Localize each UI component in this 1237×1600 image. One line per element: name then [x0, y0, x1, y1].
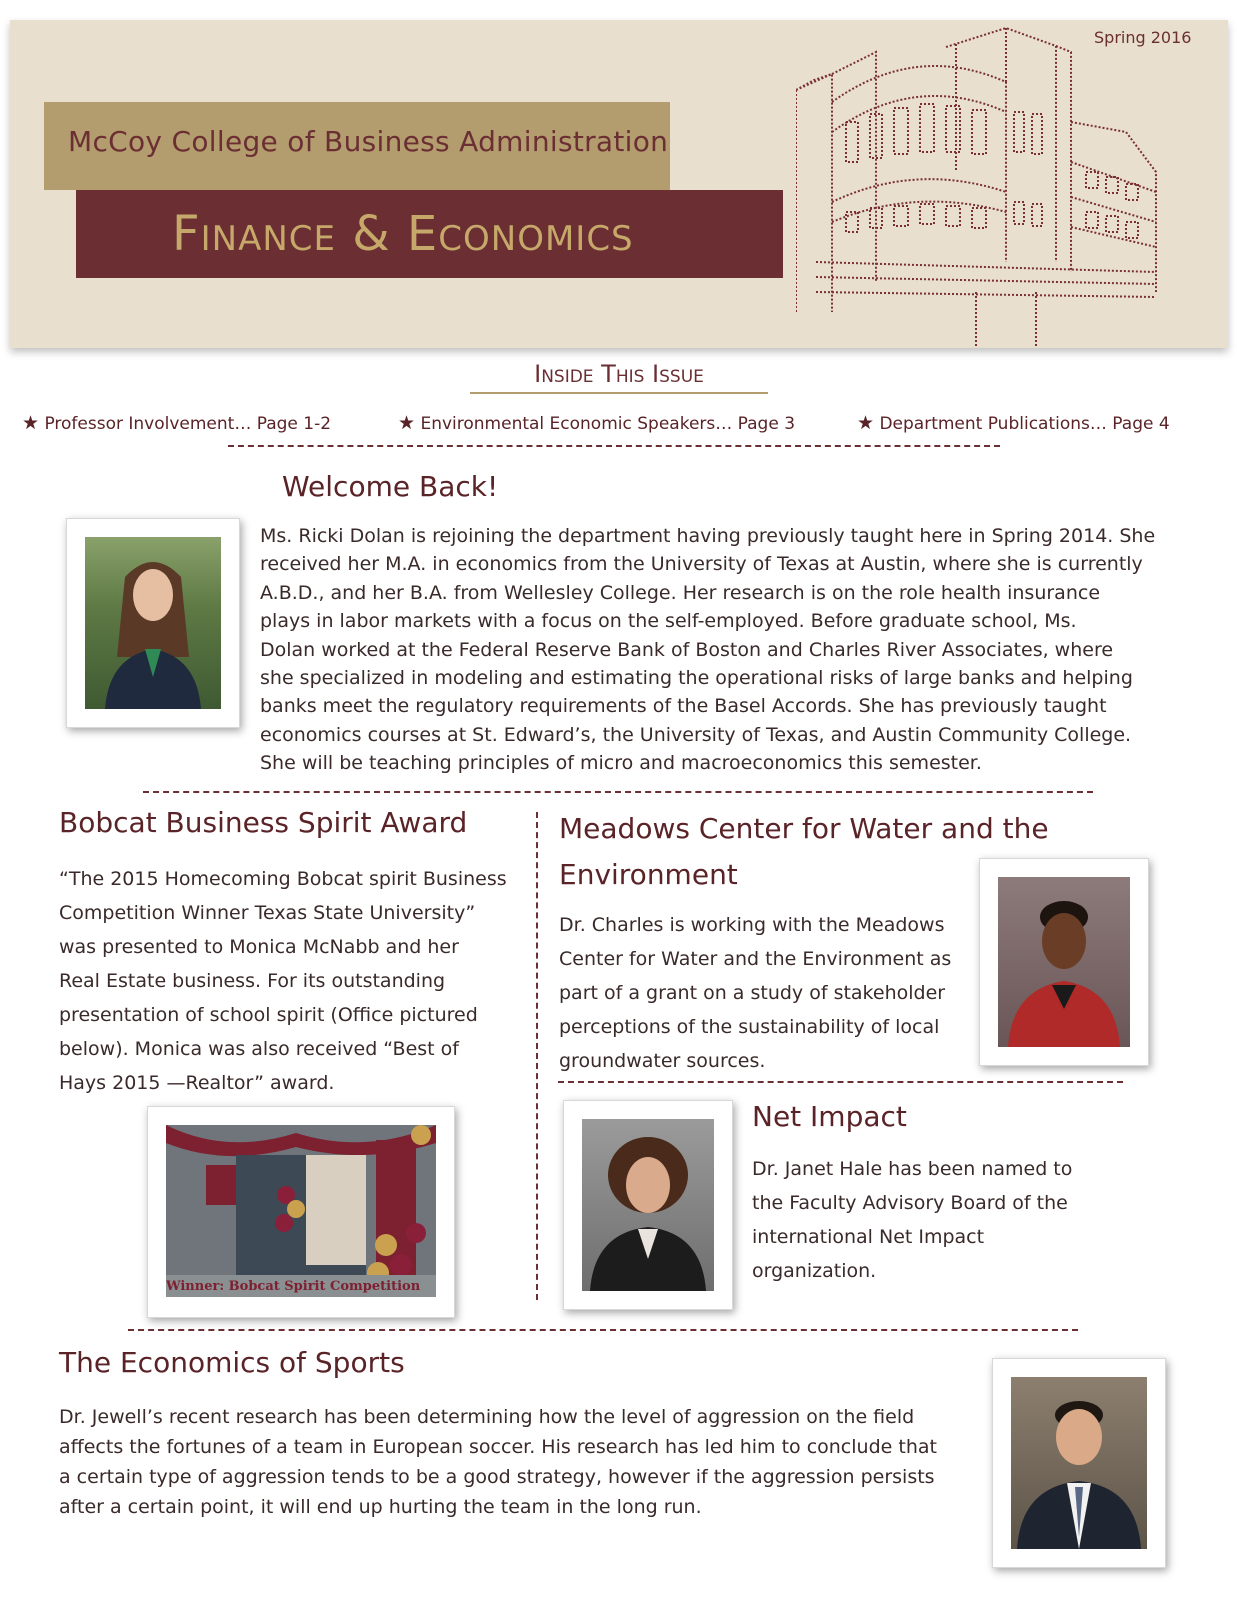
- meadows-heading: [559, 806, 1049, 898]
- photo-dr-jewell: [992, 1358, 1166, 1568]
- toc-label: Professor Involvement…: [44, 414, 252, 434]
- section-divider: [558, 1081, 1123, 1083]
- welcome-line: A.B.D., and her B.A. from Wellesley College. Her research is on the role health insurance: [260, 581, 1101, 604]
- college-name: McCoy College of Business Administration: [68, 125, 669, 158]
- section-divider: [128, 1329, 1078, 1331]
- net-impact-line: the Faculty Advisory Board of the: [752, 1192, 1068, 1214]
- photo-ricki-dolan: [66, 518, 240, 728]
- toc-page: Page 4: [1112, 414, 1170, 434]
- bobcat-line: presentation of school spirit (Office pictured: [59, 1004, 478, 1026]
- portrait-woman-icon: [582, 1119, 714, 1291]
- meadows-heading-line: Meadows Center for Water and the: [559, 812, 1049, 845]
- welcome-line: Dolan worked at the Federal Reserve Bank of Boston and Charles River Associates, where: [260, 638, 1114, 661]
- sports-line: Dr. Jewell’s recent research has been determining how the level of aggression on the field: [59, 1406, 915, 1428]
- welcome-body: [260, 522, 1220, 778]
- welcome-line: economics courses at St. Edward’s, the University of Texas, and Austin Community College.: [260, 723, 1132, 746]
- section-divider: [228, 445, 1000, 447]
- bobcat-line: Real Estate business. For its outstanding: [59, 970, 446, 992]
- welcome-line: plays in labor markets with a focus on the self-employed. Before graduate school, Ms.: [260, 610, 1077, 633]
- department-name: Finance & Economics: [172, 206, 634, 262]
- toc-item-department-publications: [857, 412, 1170, 434]
- toc-page: Page 1-2: [256, 414, 332, 434]
- toc-label: Environmental Economic Speakers…: [420, 414, 733, 434]
- welcome-line: received her M.A. in economics from the University of Texas at Austin, where she is currently: [260, 553, 1143, 576]
- welcome-line: banks meet the regulatory requirements of the Basel Accords. She has previously taught: [260, 695, 1107, 718]
- meadows-line: Center for Water and the Environment as: [559, 948, 952, 970]
- star-icon: ★: [857, 412, 875, 434]
- building-sketch-illustration: [796, 22, 1181, 348]
- meadows-line: groundwater sources.: [559, 1050, 766, 1072]
- meadows-line: perceptions of the sustainability of local: [559, 1016, 940, 1038]
- net-impact-body: [752, 1152, 1132, 1288]
- meadows-body: [559, 908, 979, 1078]
- toc-item-professor-involvement: [22, 412, 331, 434]
- bobcat-line: Hays 2015 —Realtor” award.: [59, 1072, 335, 1094]
- portrait-man-icon: [1011, 1377, 1147, 1549]
- inside-this-issue-title: Inside This Issue: [534, 360, 704, 388]
- photo-bobcat-office: [147, 1106, 455, 1318]
- inside-title-rule: [470, 392, 768, 394]
- toc-item-environmental-speakers: [398, 412, 795, 434]
- meadows-line: part of a grant on a study of stakeholder: [559, 982, 946, 1004]
- net-impact-heading: Net Impact: [752, 1100, 907, 1133]
- column-divider: [536, 812, 538, 1300]
- portrait-woman-icon: [998, 877, 1130, 1047]
- sports-line: a certain type of aggression tends to be a good strategy, however if the aggression persists: [59, 1466, 935, 1488]
- sports-heading: The Economics of Sports: [59, 1346, 405, 1379]
- bobcat-line: was presented to Monica McNabb and her: [59, 936, 459, 958]
- star-icon: ★: [398, 412, 416, 434]
- office-storefront-illustration: [166, 1125, 436, 1297]
- bobcat-body: [59, 862, 529, 1100]
- welcome-heading: Welcome Back!: [282, 470, 499, 503]
- photo-caption: Winner: Bobcat Spirit Competition: [166, 1279, 421, 1294]
- net-impact-line: Dr. Janet Hale has been named to: [752, 1158, 1073, 1180]
- photo-dr-charles: [979, 858, 1149, 1066]
- portrait-woman-icon: [85, 537, 221, 709]
- toc-page: Page 3: [737, 414, 796, 434]
- bobcat-heading: Bobcat Business Spirit Award: [59, 806, 468, 839]
- welcome-line: She will be teaching principles of micro and macroeconomics this semester.: [260, 752, 982, 775]
- welcome-line: Ms. Ricki Dolan is rejoining the department having previously taught here in Spring 2014. She: [260, 525, 1156, 547]
- section-divider: [143, 791, 1093, 793]
- net-impact-line: organization.: [752, 1260, 877, 1282]
- sports-body: [59, 1402, 989, 1522]
- toc-label: Department Publications…: [879, 414, 1107, 434]
- meadows-heading-line: Environment: [559, 858, 738, 891]
- bobcat-line: Competition Winner Texas State University”: [59, 902, 476, 924]
- bobcat-line: below). Monica was also received “Best of: [59, 1038, 459, 1060]
- issue-date: Spring 2016: [1094, 28, 1192, 47]
- sports-line: affects the fortunes of a team in European soccer. His research has led him to conclude that: [59, 1436, 937, 1458]
- welcome-line: she specialized in modeling and estimating the operational risks of large banks and helping: [260, 667, 1133, 690]
- photo-janet-hale: [563, 1100, 733, 1310]
- sports-line: after a certain point, it will end up hurting the team in the long run.: [59, 1496, 702, 1518]
- bobcat-line: “The 2015 Homecoming Bobcat spirit Business: [59, 868, 507, 890]
- star-icon: ★: [22, 412, 40, 434]
- meadows-line: Dr. Charles is working with the Meadows: [559, 914, 945, 936]
- net-impact-line: international Net Impact: [752, 1226, 985, 1248]
